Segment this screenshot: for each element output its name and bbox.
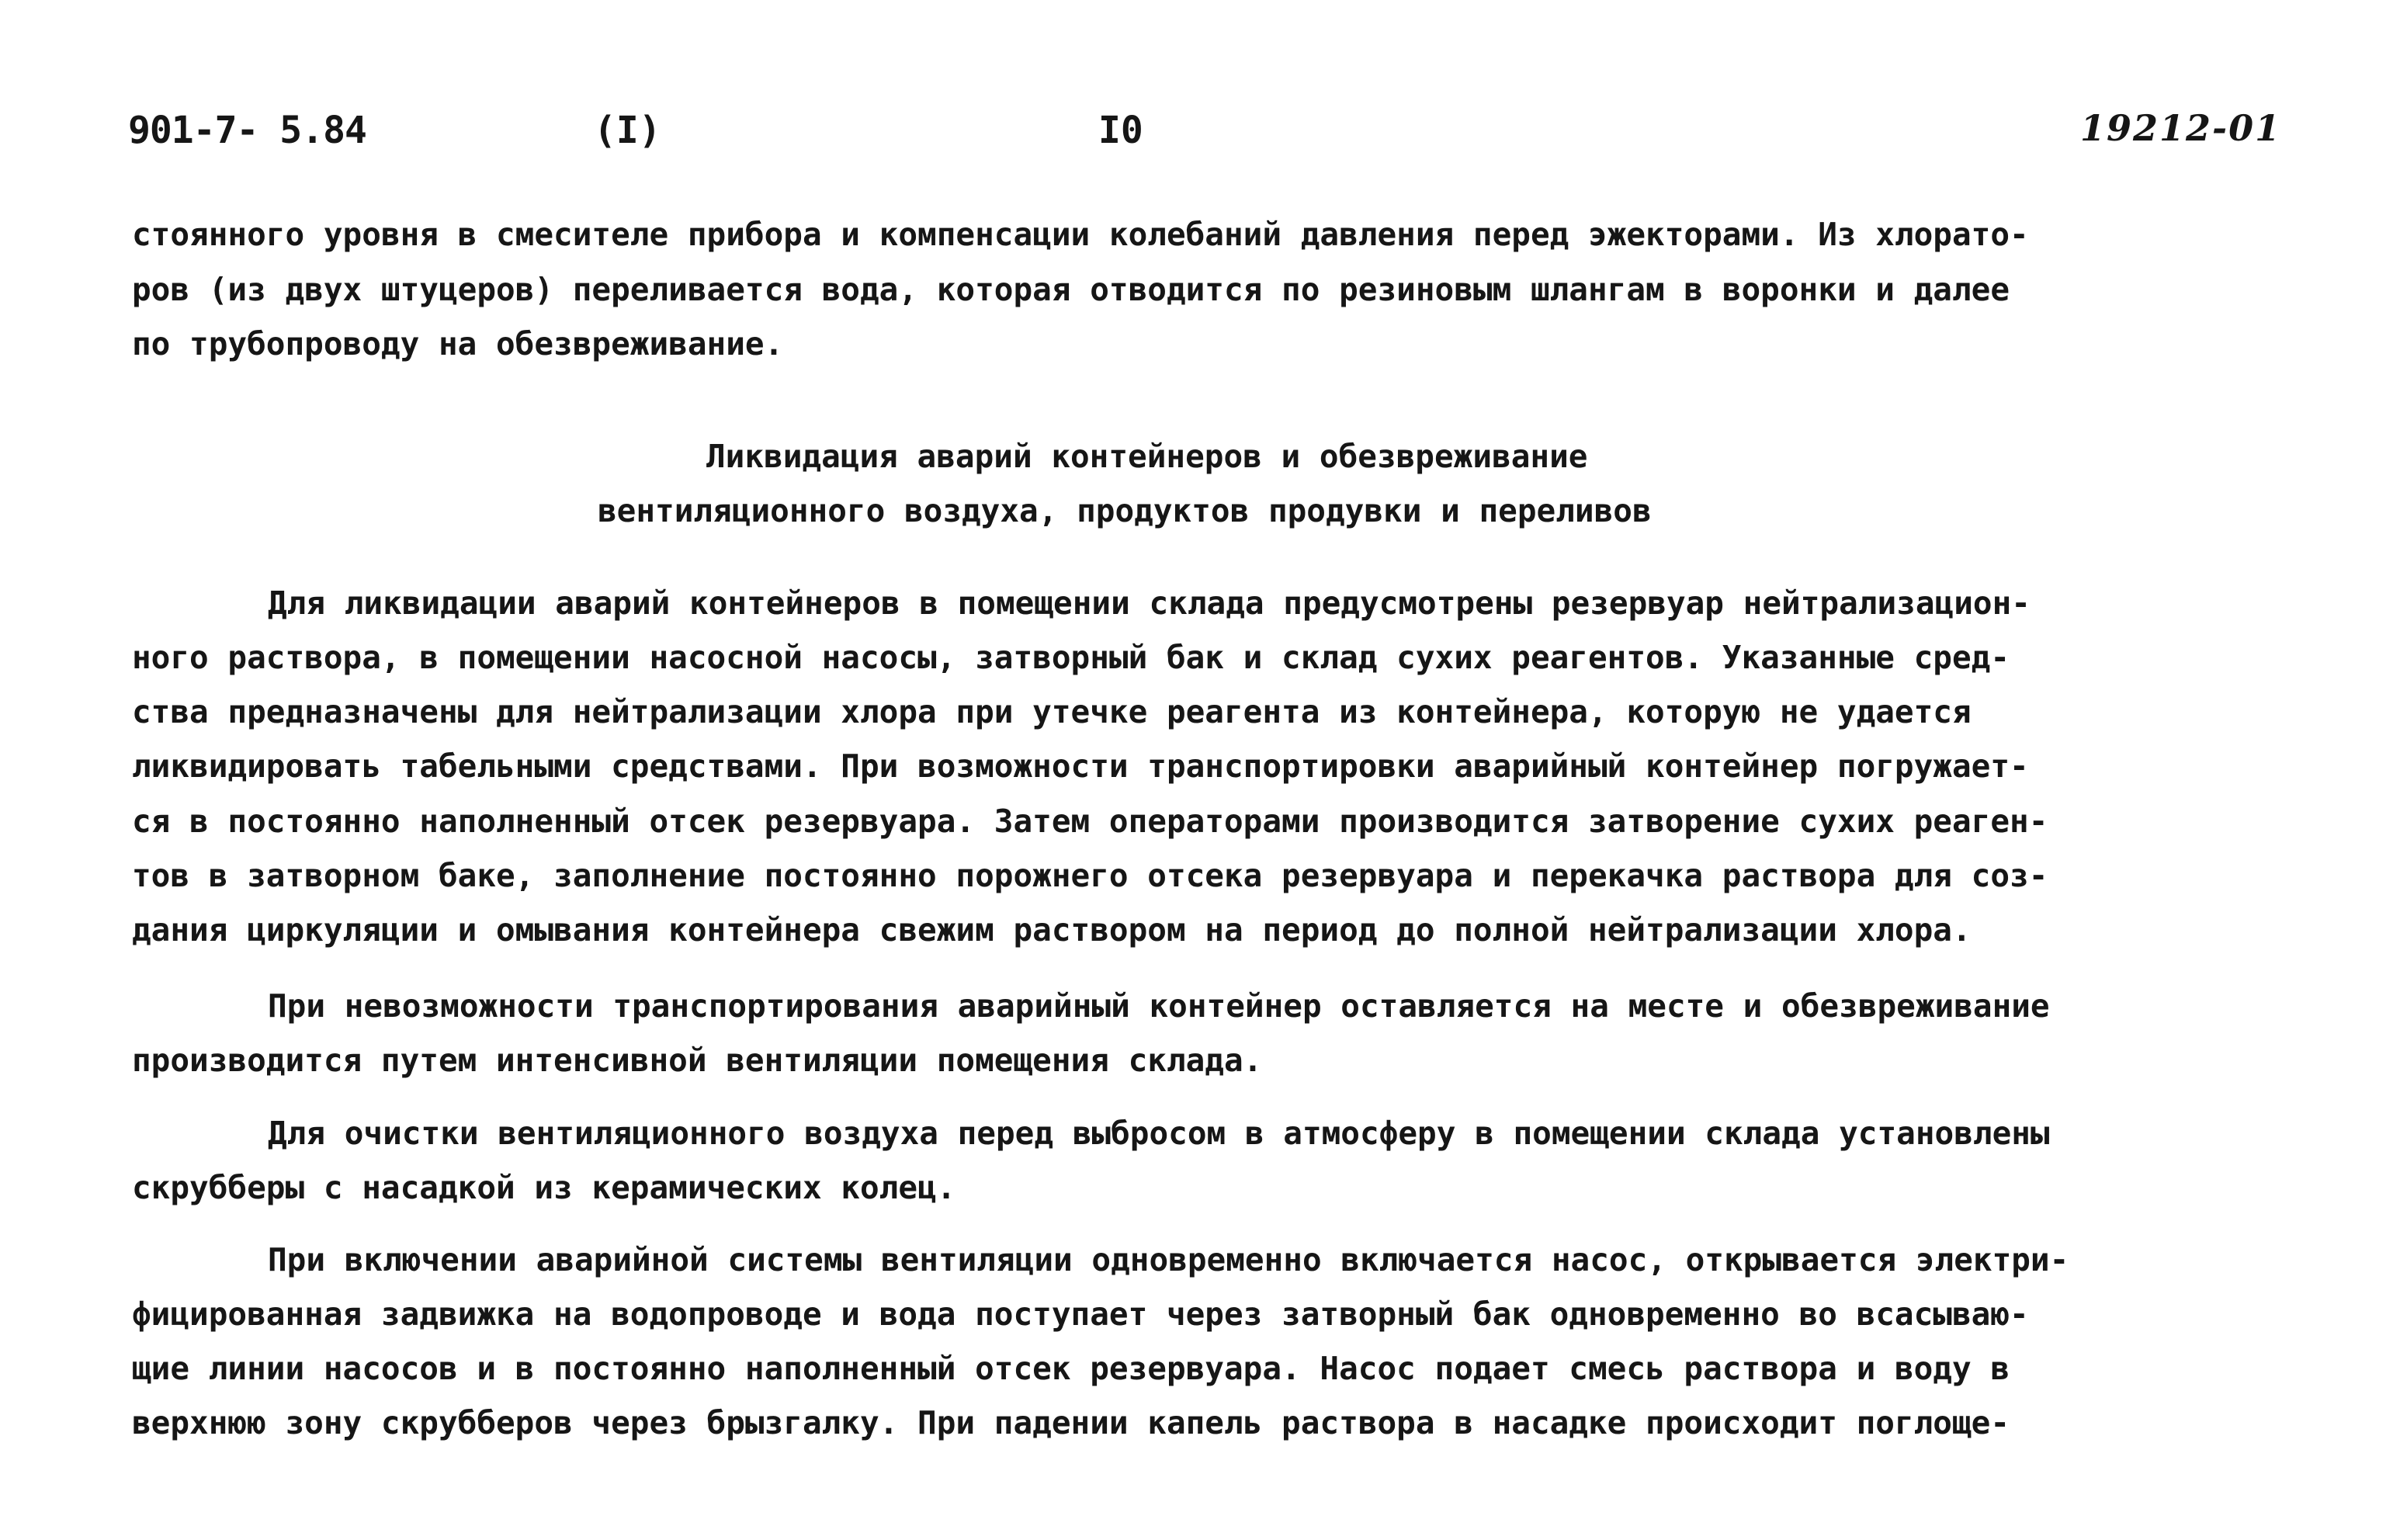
text-line: фицированная задвижка на водопроводе и вода поступает через затворный бак одновременно во всасываю- bbox=[132, 1295, 2029, 1333]
text-line: дания циркуляции и омывания контейнера свежим раствором на период до полной нейтрализации хлора. bbox=[132, 911, 1972, 949]
text-line: по трубопроводу на обезвреживание. bbox=[132, 325, 784, 362]
text-line: При невозможности транспортирования аварийный контейнер оставляется на месте и обезвреживание bbox=[268, 987, 2050, 1025]
section-heading-line: Ликвидация аварий контейнеров и обезвреживание bbox=[706, 438, 1588, 475]
text-line: ликвидировать табельными средствами. При возможности транспортировки аварийный контейнер погружает- bbox=[132, 747, 2029, 785]
text-line: Для ликвидации аварий контейнеров в помещении склада предусмотрены резервуар нейтрализацион- bbox=[268, 584, 2031, 622]
section-heading-line: вентиляционного воздуха, продуктов продувки и переливов bbox=[598, 492, 1652, 529]
document-code: 901-7- 5.84 bbox=[128, 109, 366, 152]
text-line: ства предназначены для нейтрализации хлора при утечке реагента из контейнера, которую не удается bbox=[132, 693, 1972, 730]
text-line: При включении аварийной системы вентиляции одновременно включается насос, открывается электри- bbox=[268, 1241, 2069, 1278]
text-line: скрубберы с насадкой из керамических колец. bbox=[132, 1169, 956, 1206]
page-number: I0 bbox=[1098, 109, 1143, 152]
text-line: стоянного уровня в смесителе прибора и компенсации колебаний давления перед эжекторами. Из хлорато- bbox=[132, 216, 2029, 253]
text-line: Для очистки вентиляционного воздуха перед выбросом в атмосферу в помещении склада установлены bbox=[268, 1115, 2050, 1152]
archive-number: 19212-01 bbox=[2080, 107, 2282, 149]
part-number: (I) bbox=[594, 109, 661, 152]
text-line: верхнюю зону скрубберов через брызгалку. При падении капель раствора в насадке происходит поглоще- bbox=[132, 1404, 2010, 1441]
text-line: производится путем интенсивной вентиляции помещения склада. bbox=[132, 1042, 1263, 1079]
text-line: ся в постоянно наполненный отсек резервуара. Затем операторами производится затворение сухих реаген- bbox=[132, 803, 2048, 840]
text-line: тов в затворном баке, заполнение постоянно порожнего отсека резервуара и перекачка раствора для соз- bbox=[132, 857, 2048, 894]
text-line: ного раствора, в помещении насосной насосы, затворный бак и склад сухих реагентов. Указанные сред- bbox=[132, 639, 2010, 676]
text-line: ров (из двух штуцеров) переливается вода, которая отводится по резиновым шлангам в воронки и далее bbox=[132, 271, 2010, 308]
text-line: щие линии насосов и в постоянно наполненный отсек резервуара. Насос подает смесь раствора и воду в bbox=[132, 1350, 2010, 1387]
